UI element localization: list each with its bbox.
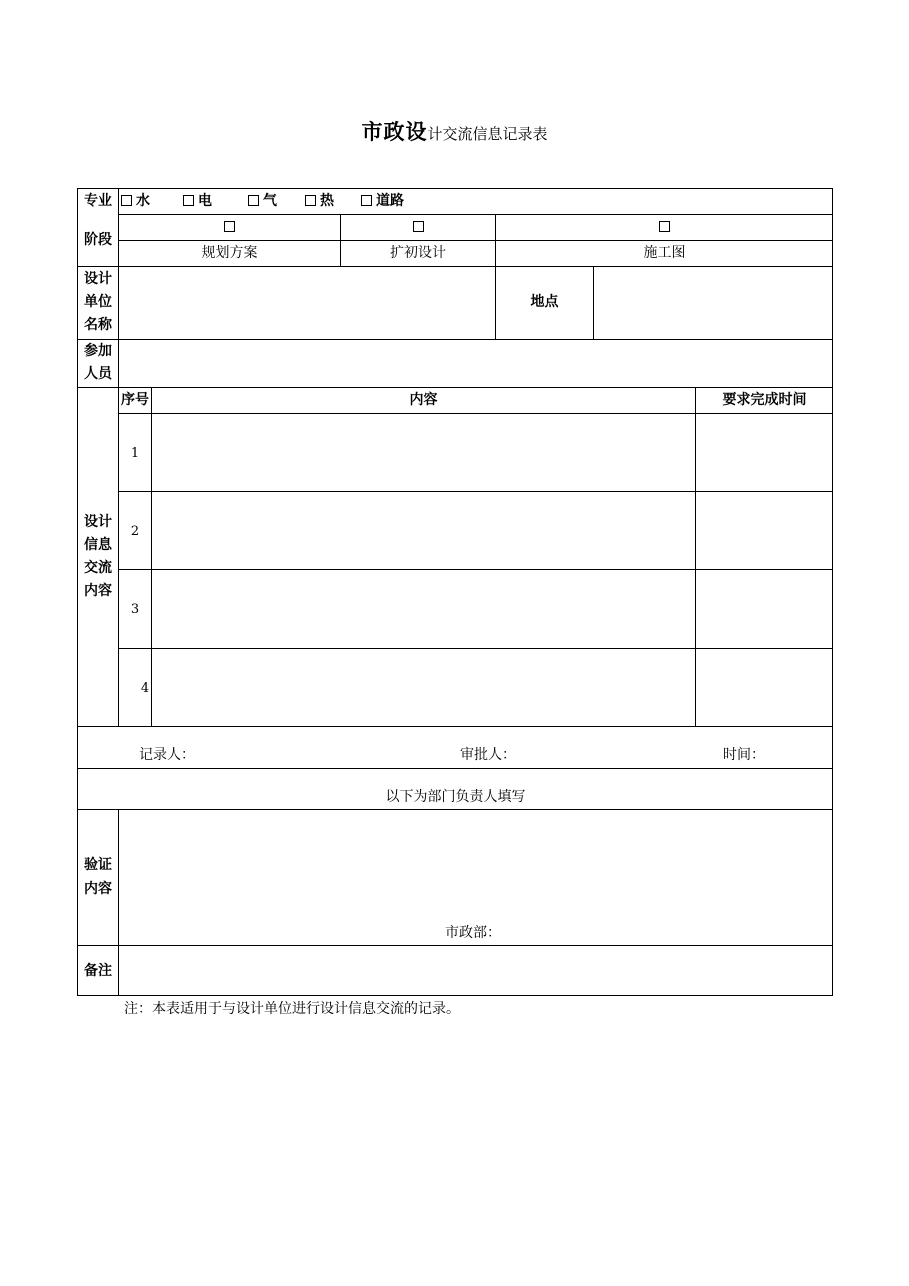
- divider: [78, 387, 833, 388]
- exchange-label-2: 信息: [84, 537, 112, 553]
- divider: [119, 413, 833, 414]
- verification-label-1: 验证: [84, 857, 112, 873]
- specialty-label: 专业: [84, 193, 112, 209]
- exchange-label-3: 交流: [84, 560, 112, 576]
- row-seq: 2: [130, 524, 140, 539]
- exchange-label-1: 设计: [84, 514, 112, 530]
- recorder-label: 记录人：: [139, 747, 195, 763]
- checkbox-icon: [413, 221, 424, 232]
- specialty-option-road[interactable]: 道路: [361, 190, 404, 213]
- divider: [78, 945, 833, 946]
- divider: [78, 768, 833, 769]
- divider: [119, 648, 833, 649]
- time-label: 时间：: [723, 747, 765, 763]
- deadline-header: 要求完成时间: [722, 392, 807, 408]
- divider: [695, 387, 696, 726]
- record-form: [77, 188, 833, 996]
- divider: [78, 266, 833, 267]
- footnote: 注：本表适用于与设计单位进行设计信息交流的记录。: [124, 1001, 460, 1017]
- design-unit-label-2: 单位: [84, 294, 112, 310]
- checkbox-icon: [183, 195, 194, 206]
- row-seq: 4: [140, 681, 150, 696]
- stage-checkbox-construction[interactable]: [496, 217, 833, 237]
- title-plain-part: 计交流信息记录表: [427, 125, 548, 143]
- location-label: 地点: [530, 294, 559, 310]
- form-title: [0, 118, 909, 148]
- stage-label: 阶段: [84, 232, 112, 248]
- approver-label: 审批人：: [460, 747, 516, 763]
- divider: [78, 339, 833, 340]
- divider: [593, 266, 594, 339]
- divider: [119, 491, 833, 492]
- checkbox-icon: [121, 195, 132, 206]
- participants-label-1: 参加: [84, 343, 112, 359]
- checkbox-icon: [659, 221, 670, 232]
- divider: [78, 809, 833, 810]
- content-header: 内容: [409, 392, 438, 408]
- specialty-option-heat[interactable]: 热: [305, 190, 334, 213]
- specialty-option-gas[interactable]: 气: [248, 190, 277, 213]
- exchange-label-4: 内容: [84, 583, 112, 599]
- row-seq: 3: [130, 602, 140, 617]
- seq-header: 序号: [121, 392, 149, 408]
- dept-section-title: 以下为部门负责人填写: [385, 789, 526, 805]
- divider: [151, 387, 152, 726]
- participants-label-2: 人员: [84, 366, 112, 382]
- verification-label-2: 内容: [84, 881, 112, 897]
- checkbox-icon: [224, 221, 235, 232]
- divider: [119, 240, 833, 241]
- divider: [78, 726, 833, 727]
- divider: [118, 809, 119, 995]
- checkbox-icon: [248, 195, 259, 206]
- stage-option-planning: 规划方案: [201, 245, 258, 261]
- stage-option-preliminary: 扩初设计: [390, 245, 446, 261]
- specialty-option-electric[interactable]: 电: [183, 190, 212, 213]
- checkbox-icon: [305, 195, 316, 206]
- remarks-label: 备注: [84, 963, 112, 979]
- row-seq: 1: [130, 446, 140, 461]
- checkbox-icon: [361, 195, 372, 206]
- specialty-option-water[interactable]: 水: [121, 190, 150, 213]
- stage-checkbox-planning[interactable]: [119, 217, 340, 237]
- stage-option-construction: 施工图: [643, 245, 686, 261]
- dept-signature-label: 市政部：: [445, 925, 501, 941]
- title-bold-part: 市政设: [361, 120, 428, 144]
- divider: [119, 569, 833, 570]
- design-unit-label-1: 设计: [84, 271, 112, 287]
- stage-checkbox-preliminary[interactable]: [341, 217, 495, 237]
- design-unit-label-3: 名称: [84, 317, 112, 333]
- divider: [119, 214, 833, 215]
